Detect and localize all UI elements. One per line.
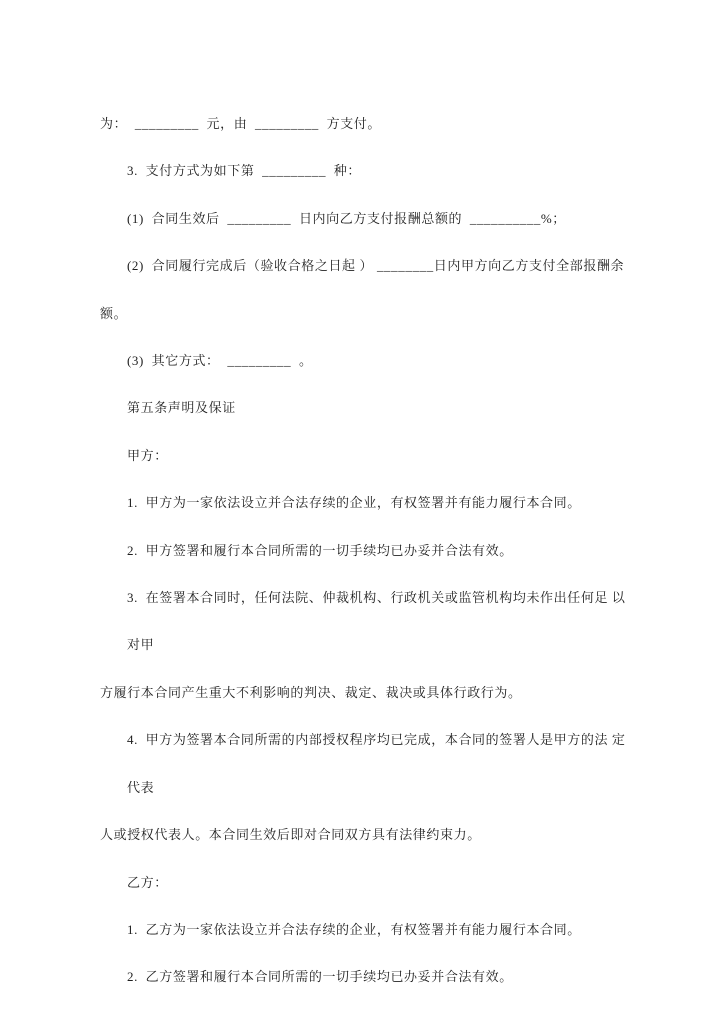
document-line: 人或授权代表人。本合同生效后即对合同双方具有法律约束力。	[100, 827, 481, 843]
document-line: (2) 合同履行完成后（验收合格之日起 ） ________日内甲方向乙方支付全部报酬余	[127, 258, 625, 274]
document-line: 4. 甲方为签署本合同所需的内部授权程序均已完成，本合同的签署人是甲方的法 定代表	[127, 732, 626, 795]
document-party-label: 甲方：	[127, 447, 168, 463]
document-party-label: 乙方：	[127, 874, 168, 890]
document-line: 2. 乙方签署和履行本合同所需的一切手续均已办妥并合法有效。	[127, 969, 513, 985]
document-line: 1. 乙方为一家依法设立并合法存续的企业，有权签署并有能力履行本合同。	[127, 921, 581, 937]
document-line: 3. 在签署本合同时，任何法院、仲裁机构、行政机关或监管机构均未作出任何足 以对甲	[127, 590, 626, 653]
document-line: (3) 其它方式： _________ 。	[127, 353, 313, 369]
document-line: (1) 合同生效后 _________ 日内向乙方支付报酬总额的 __________%；	[127, 210, 566, 226]
document-line: 方履行本合同产生重大不利影响的判决、裁定、裁决或具体行政行为。	[100, 684, 522, 700]
document-line: 额。	[100, 305, 128, 321]
document-section-heading: 第五条声明及保证	[127, 400, 236, 416]
document-line: 1. 甲方为一家依法设立并合法存续的企业，有权签署并有能力履行本合同。	[127, 495, 581, 511]
document-line: 3. 支付方式为如下第 _________ 种：	[127, 163, 361, 179]
document-line: 为： _________ 元，由 _________ 方支付。	[100, 116, 381, 131]
document-line: 2. 甲方签署和履行本合同所需的一切手续均已办妥并合法有效。	[127, 542, 513, 558]
